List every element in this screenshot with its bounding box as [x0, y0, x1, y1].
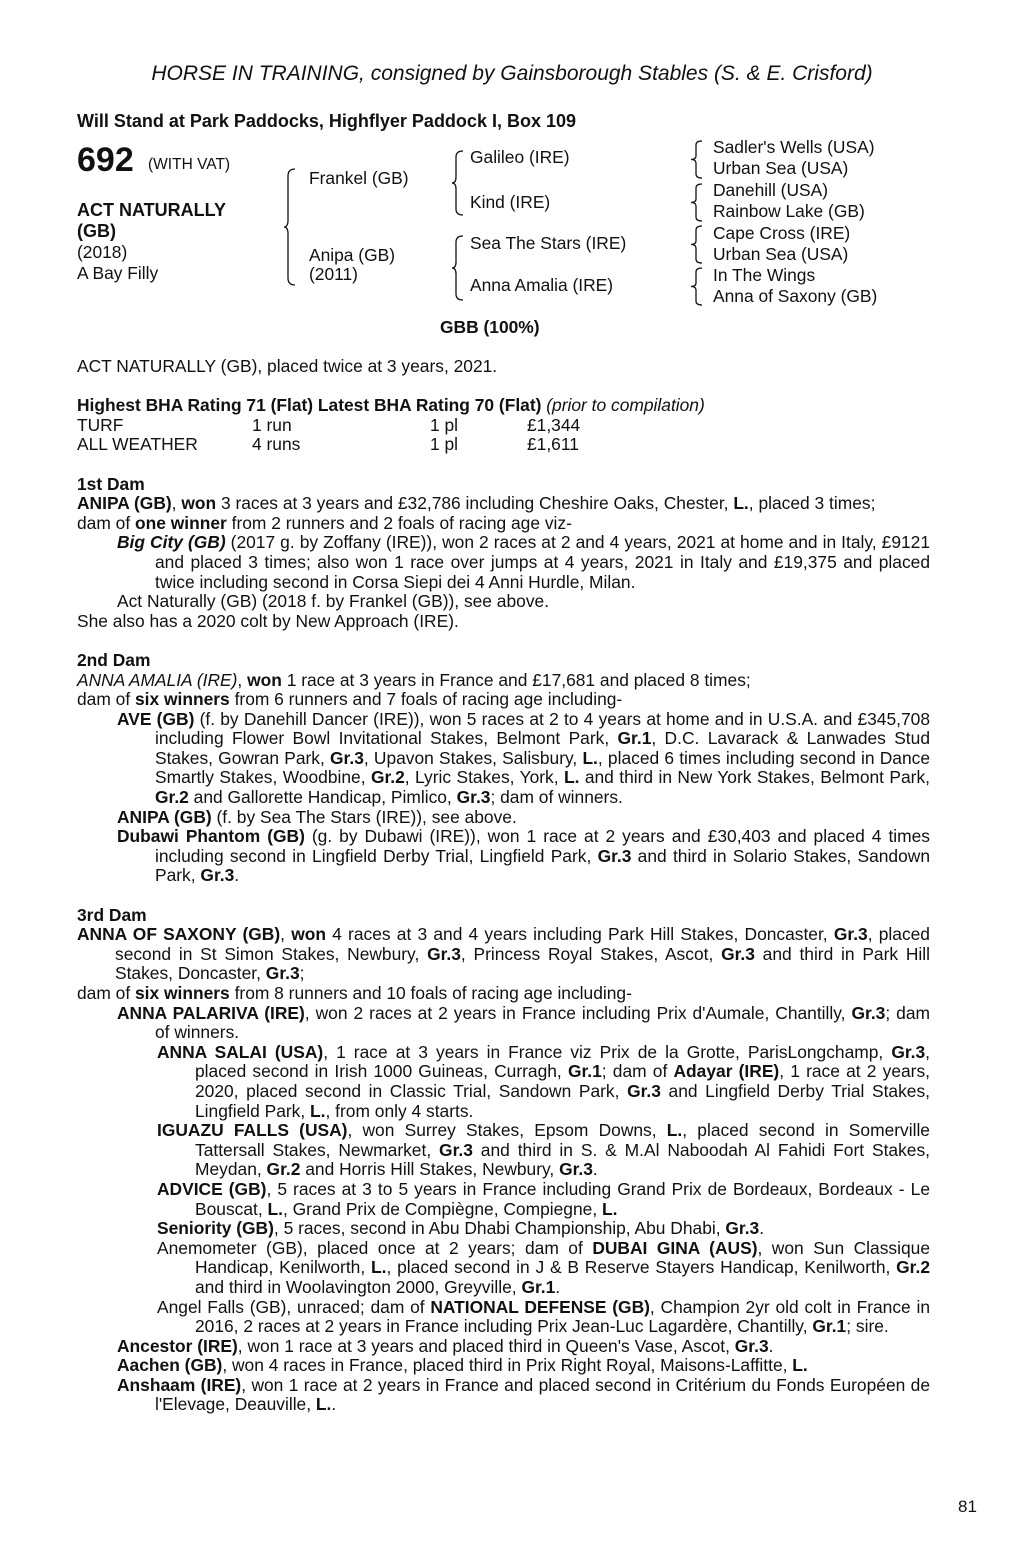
emphasis-text: Dubawi Phantom (GB): [117, 826, 305, 847]
entry-text: , 1 race at 3 years in France viz Prix de la Grotte, ParisLongchamp,: [323, 1041, 892, 1062]
entry-text: , won Sun Classique Handicap, Kenilworth,: [195, 1237, 930, 1278]
vat-note: (WITH VAT): [148, 156, 231, 173]
emphasis-text: won: [181, 493, 217, 514]
produce-entry: [77, 1376, 930, 1415]
entry-text: and Horris Hill Stakes, Newbury,: [300, 1159, 560, 1180]
emphasis-text: IGUAZU FALLS (USA): [157, 1120, 348, 1141]
produce-entry: [77, 1239, 930, 1298]
entry-text: .: [768, 1335, 774, 1356]
entry-text: and third in Solario Stakes, Sandown Park,: [155, 845, 930, 886]
entry-text: , D.C. Lavarack & Lanwades Stud Stakes, Gowran Park,: [155, 728, 930, 768]
entry-text: , placed second in Somerville Tattersall Stakes, Newmarket,: [195, 1120, 930, 1160]
entry-text: , Upavon Stakes, Salisbury,: [363, 747, 583, 768]
entry-text: , won Surrey Stakes, Epsom Downs,: [347, 1120, 667, 1141]
pedigree-dam-sire: Sea The Stars (IRE): [470, 233, 627, 253]
entry-text: from 8 runners and 10 foals of racing age including-: [229, 983, 632, 1003]
produce-entry: [77, 1337, 930, 1357]
catalogue-body: [77, 357, 930, 1415]
dam-heading: 3rd Dam: [77, 904, 147, 925]
produce-entry: [77, 1180, 930, 1219]
pedigree-brace: [690, 267, 704, 306]
dam-section: [77, 906, 930, 1415]
dam-heading: 2nd Dam: [77, 649, 151, 670]
produce-entry: [77, 984, 930, 1004]
race-summary: ACT NATURALLY (GB), placed twice at 3 years, 2021.: [77, 356, 498, 376]
emphasis-text: six winners: [135, 689, 230, 710]
record-placings: 1 pl: [430, 414, 459, 435]
entry-text: and third in New York Stakes, Belmont Park,: [579, 767, 930, 788]
emphasis-text: L.: [733, 493, 749, 514]
entry-text: .: [331, 1394, 337, 1415]
emphasis-text: ANNA AMALIA (IRE): [77, 669, 238, 690]
pedigree-gen3: Urban Sea (USA): [713, 158, 849, 178]
produce-entry: [77, 1356, 930, 1376]
entry-text: 4 races at 3 and 4 years including Park Hill Stakes, Doncaster,: [325, 924, 834, 945]
produce-entry: [77, 1043, 930, 1121]
entry-text: ,: [237, 669, 248, 690]
record-earnings: £1,344: [527, 414, 581, 435]
entry-text: dam of: [77, 512, 135, 533]
horse-description: A Bay Filly: [77, 263, 159, 283]
emphasis-text: Gr.3: [330, 747, 364, 768]
entry-text: , from only 4 starts.: [325, 1100, 474, 1121]
emphasis-text: ADVICE (GB): [157, 1178, 267, 1199]
pedigree-gen3: Cape Cross (IRE): [713, 223, 851, 243]
entry-text: , 1 race at 2 years, 2020, placed second in Classic Trial, Sandown Park,: [195, 1061, 930, 1101]
dam-section: [77, 651, 930, 886]
produce-entry: [77, 533, 930, 592]
entry-text: from 2 runners and 2 foals of racing age viz-: [226, 512, 572, 533]
produce-entry: [77, 1004, 930, 1043]
emphasis-text: Aachen (GB): [117, 1355, 223, 1376]
emphasis-text: ANNA OF SAXONY (GB): [77, 924, 281, 945]
produce-entry: [77, 710, 930, 808]
entry-text: 1 race at 3 years in France and £17,681 and placed 8 times;: [281, 669, 751, 690]
entry-text: Angel Falls (GB), unraced; dam of: [157, 1296, 431, 1317]
emphasis-text: Gr.3: [439, 1139, 473, 1160]
pedigree-gen3: Danehill (USA): [713, 180, 829, 200]
entry-text: and Gallorette Handicap, Pimlico,: [188, 787, 457, 808]
horse-name: ACT NATURALLY: [77, 200, 226, 220]
emphasis-text: L.: [370, 1257, 387, 1278]
emphasis-text: ANIPA (GB): [77, 493, 172, 514]
record-placings: 1 pl: [430, 434, 459, 455]
emphasis-text: Gr.3: [597, 845, 632, 866]
pedigree-gen3: Urban Sea (USA): [713, 244, 849, 264]
emphasis-text: Gr.2: [896, 1257, 930, 1278]
entry-text: ; dam of winners.: [155, 1002, 930, 1043]
emphasis-text: Gr.3: [265, 963, 300, 984]
produce-entry: [77, 1121, 930, 1180]
entry-text: , won 1 race at 3 years and placed third in Queen's Vase, Ascot,: [237, 1335, 735, 1356]
emphasis-text: Ancestor (IRE): [117, 1335, 238, 1356]
pedigree-sire-sire: Galileo (IRE): [470, 147, 570, 167]
record-earnings: £1,611: [527, 434, 579, 455]
emphasis-text: L.: [267, 1198, 283, 1219]
entry-text: (2017 g. by Zoffany (IRE)), won 2 races at 2 and 4 years, 2021 at home and in Italy, £9121 and placed 3 times; also won 1 race over jumps at 4 years, 2021 in Italy and £19,375 and placed twice including second in Corsa Siepi dei 4 Anni Hurdle, Milan.: [155, 532, 931, 592]
emphasis-text: L.: [792, 1355, 808, 1376]
emphasis-text: Gr.2: [155, 787, 189, 808]
entry-text: .: [234, 865, 240, 886]
emphasis-text: AVE (GB): [117, 708, 195, 729]
emphasis-text: Gr.1: [617, 728, 652, 749]
entry-text: (g. by Dubawi (IRE)), won 1 race at 2 years and £30,403 and placed 4 times including second in Lingfield Derby Trial, Lingfield Park,: [155, 826, 930, 866]
entry-text: , Grand Prix de Compiègne, Compiegne,: [282, 1198, 602, 1219]
emphasis-text: Gr.1: [812, 1316, 847, 1337]
produce-entry: [77, 671, 930, 691]
lot-number: 692: [77, 141, 134, 179]
pedigree-brace: [690, 225, 704, 264]
produce-entry: [77, 808, 930, 828]
entry-text: and Lingfield Derby Trial Stakes, Lingfield Park,: [195, 1080, 930, 1121]
produce-entry: [77, 925, 930, 984]
produce-entry: [77, 612, 930, 632]
emphasis-text: Gr.3: [725, 1218, 760, 1239]
pedigree-dam-year: (2011): [309, 264, 358, 284]
produce-entry: [77, 827, 930, 886]
entry-text: Anemometer (GB), placed once at 2 years; dam of: [157, 1237, 593, 1258]
gbb-rating: GBB (100%): [440, 317, 540, 337]
pedigree-dam-dam: Anna Amalia (IRE): [470, 275, 614, 295]
entry-text: , Princess Royal Stakes, Ascot,: [460, 943, 722, 964]
emphasis-text: six winners: [135, 983, 230, 1003]
emphasis-text: ANNA SALAI (USA): [157, 1041, 324, 1062]
emphasis-text: Gr.3: [627, 1080, 661, 1101]
dam-sections: [77, 455, 930, 1415]
entry-text: and third in Woolavington 2000, Greyville,: [195, 1276, 522, 1297]
dam-heading: 1st Dam: [77, 473, 145, 494]
pedigree-brace: [283, 168, 297, 286]
entry-text: 3 races at 3 years and £32,786 including Cheshire Oaks, Chester,: [216, 493, 734, 514]
pedigree-sire-dam: Kind (IRE): [470, 192, 551, 212]
emphasis-text: Gr.3: [427, 943, 461, 964]
entry-text: and third in Park Hill Stakes, Doncaster,: [115, 943, 930, 984]
produce-entry: [77, 514, 930, 534]
record-runs: 4 runs: [252, 434, 301, 455]
emphasis-text: won: [291, 924, 326, 945]
pedigree-gen3: In The Wings: [713, 265, 816, 285]
emphasis-text: NATIONAL DEFENSE (GB): [430, 1296, 650, 1317]
emphasis-text: Gr.3: [200, 865, 235, 886]
emphasis-text: Big City (GB): [117, 532, 226, 553]
entry-text: dam of: [77, 983, 135, 1003]
entry-text: , Champion 2yr old colt in France in 2016, 2 races at 2 years in France including Prix Jean-Luc Lagardère, Chantilly,: [195, 1296, 930, 1337]
entry-text: Act Naturally (GB) (2018 f. by Frankel (GB)), see above.: [117, 591, 550, 612]
pedigree-brace: [451, 150, 465, 216]
emphasis-text: L.: [315, 1394, 332, 1415]
emphasis-text: Seniority (GB): [157, 1218, 274, 1239]
emphasis-text: ANIPA (GB): [117, 806, 212, 827]
emphasis-text: one winner: [135, 512, 227, 533]
entry-text: , placed second in St Simon Stakes, Newbury,: [115, 924, 930, 964]
emphasis-text: ANNA PALARIVA (IRE): [117, 1002, 305, 1023]
entry-text: .: [555, 1276, 561, 1297]
emphasis-text: L.: [310, 1100, 326, 1121]
emphasis-text: L.: [601, 1198, 618, 1219]
produce-entry: [77, 494, 930, 514]
emphasis-text: DUBAI GINA (AUS): [592, 1237, 758, 1258]
horse-year: (2018): [77, 242, 128, 262]
entry-text: , placed second in J & B Reserve Stayers Handicap, Kenilworth,: [386, 1257, 897, 1278]
dam-section: [77, 475, 930, 632]
emphasis-text: L.: [563, 767, 580, 788]
entry-text: ;: [299, 963, 305, 984]
emphasis-text: L.: [582, 747, 598, 768]
entry-text: , placed second in Irish 1000 Guineas, Curragh,: [195, 1041, 930, 1082]
entry-text: , 5 races at 3 to 5 years in France including Grand Prix de Bordeaux, Bordeaux - Le Bouscat,: [195, 1178, 930, 1219]
entry-text: and third in S. & M.Al Naboodah Al Fahidi Fort Stakes, Meydan,: [195, 1139, 930, 1180]
entry-text: ; sire.: [846, 1316, 889, 1337]
entry-text: (f. by Sea The Stars (IRE)), see above.: [211, 806, 517, 827]
entry-text: She also has a 2020 colt by New Approach (IRE).: [77, 610, 459, 631]
entry-text: , Lyric Stakes, York,: [404, 767, 564, 788]
emphasis-text: Gr.3: [559, 1159, 593, 1180]
emphasis-text: Gr.1: [567, 1061, 602, 1082]
stand-location: Will Stand at Park Paddocks, Highflyer Paddock I, Box 109: [77, 111, 576, 131]
entry-text: ; dam of: [601, 1061, 674, 1082]
ratings-text: Highest BHA Rating 71 (Flat) Latest BHA Rating 70 (Flat): [77, 395, 542, 416]
bha-ratings: [77, 396, 930, 416]
record-surface: TURF: [77, 414, 124, 435]
page-number: 81: [958, 1497, 977, 1516]
record-surface: ALL WEATHER: [77, 434, 198, 455]
entry-text: from 6 runners and 7 foals of racing age including-: [229, 689, 623, 710]
entry-text: , placed 6 times including second in Dance Smartly Stakes, Woodbine,: [155, 747, 930, 788]
emphasis-text: Gr.3: [833, 924, 868, 945]
entry-text: .: [592, 1159, 598, 1180]
emphasis-text: Gr.3: [851, 1002, 886, 1023]
pedigree-brace: [690, 140, 704, 179]
emphasis-text: Anshaam (IRE): [117, 1374, 242, 1395]
pedigree-sire: Frankel (GB): [309, 168, 409, 188]
entry-text: dam of: [77, 689, 135, 710]
entry-text: , 5 races, second in Abu Dhabi Championship, Abu Dhabi,: [273, 1218, 726, 1239]
emphasis-text: Gr.3: [456, 787, 491, 808]
pedigree-brace: [451, 235, 465, 301]
emphasis-text: won: [247, 669, 282, 690]
horse-country: (GB): [77, 221, 116, 241]
entry-text: ; dam of winners.: [490, 787, 623, 808]
emphasis-text: Adayar (IRE): [673, 1061, 780, 1082]
emphasis-text: Gr.3: [891, 1041, 926, 1062]
entry-text: , won 4 races in France, placed third in Prix Right Royal, Maisons-Laffitte,: [222, 1355, 793, 1376]
entry-text: .: [759, 1218, 765, 1239]
entry-text: ,: [280, 924, 292, 945]
page-title: HORSE IN TRAINING, consigned by Gainsborough Stables (S. & E. Crisford): [151, 62, 873, 85]
pedigree-brace: [690, 183, 704, 222]
entry-text: , won 1 race at 2 years in France and placed second in Critérium du Fonds Européen de l'Elevage, Deauville,: [155, 1374, 930, 1415]
emphasis-text: Gr.2: [370, 767, 405, 788]
table-row: [77, 416, 580, 436]
record-runs: 1 run: [252, 414, 292, 435]
emphasis-text: Gr.1: [521, 1276, 556, 1297]
ratings-note: (prior to compilation): [541, 395, 705, 416]
produce-entry: [77, 690, 930, 710]
race-record-table: [77, 416, 580, 455]
pedigree-gen3: Sadler's Wells (USA): [713, 137, 875, 157]
produce-entry: [77, 1298, 930, 1337]
entry-text: , won 2 races at 2 years in France including Prix d'Aumale, Chantilly,: [304, 1002, 852, 1023]
emphasis-text: Gr.3: [734, 1335, 769, 1356]
emphasis-text: Gr.2: [266, 1159, 301, 1180]
pedigree-gen3: Rainbow Lake (GB): [713, 201, 865, 221]
entry-text: ,: [171, 493, 182, 514]
produce-entry: [77, 592, 930, 612]
produce-entry: [77, 1219, 930, 1239]
entry-text: , placed 3 times;: [748, 493, 876, 514]
emphasis-text: L.: [666, 1120, 683, 1141]
table-row: [77, 435, 580, 455]
entry-text: (f. by Danehill Dancer (IRE)), won 5 races at 2 to 4 years at home and in U.S.A. and £345,708 including Flower Bowl Invitational Stakes, Belmont Park,: [155, 708, 930, 749]
emphasis-text: Gr.3: [721, 943, 755, 964]
pedigree-dam: Anipa (GB): [309, 245, 396, 265]
pedigree-gen3: Anna of Saxony (GB): [713, 286, 878, 306]
